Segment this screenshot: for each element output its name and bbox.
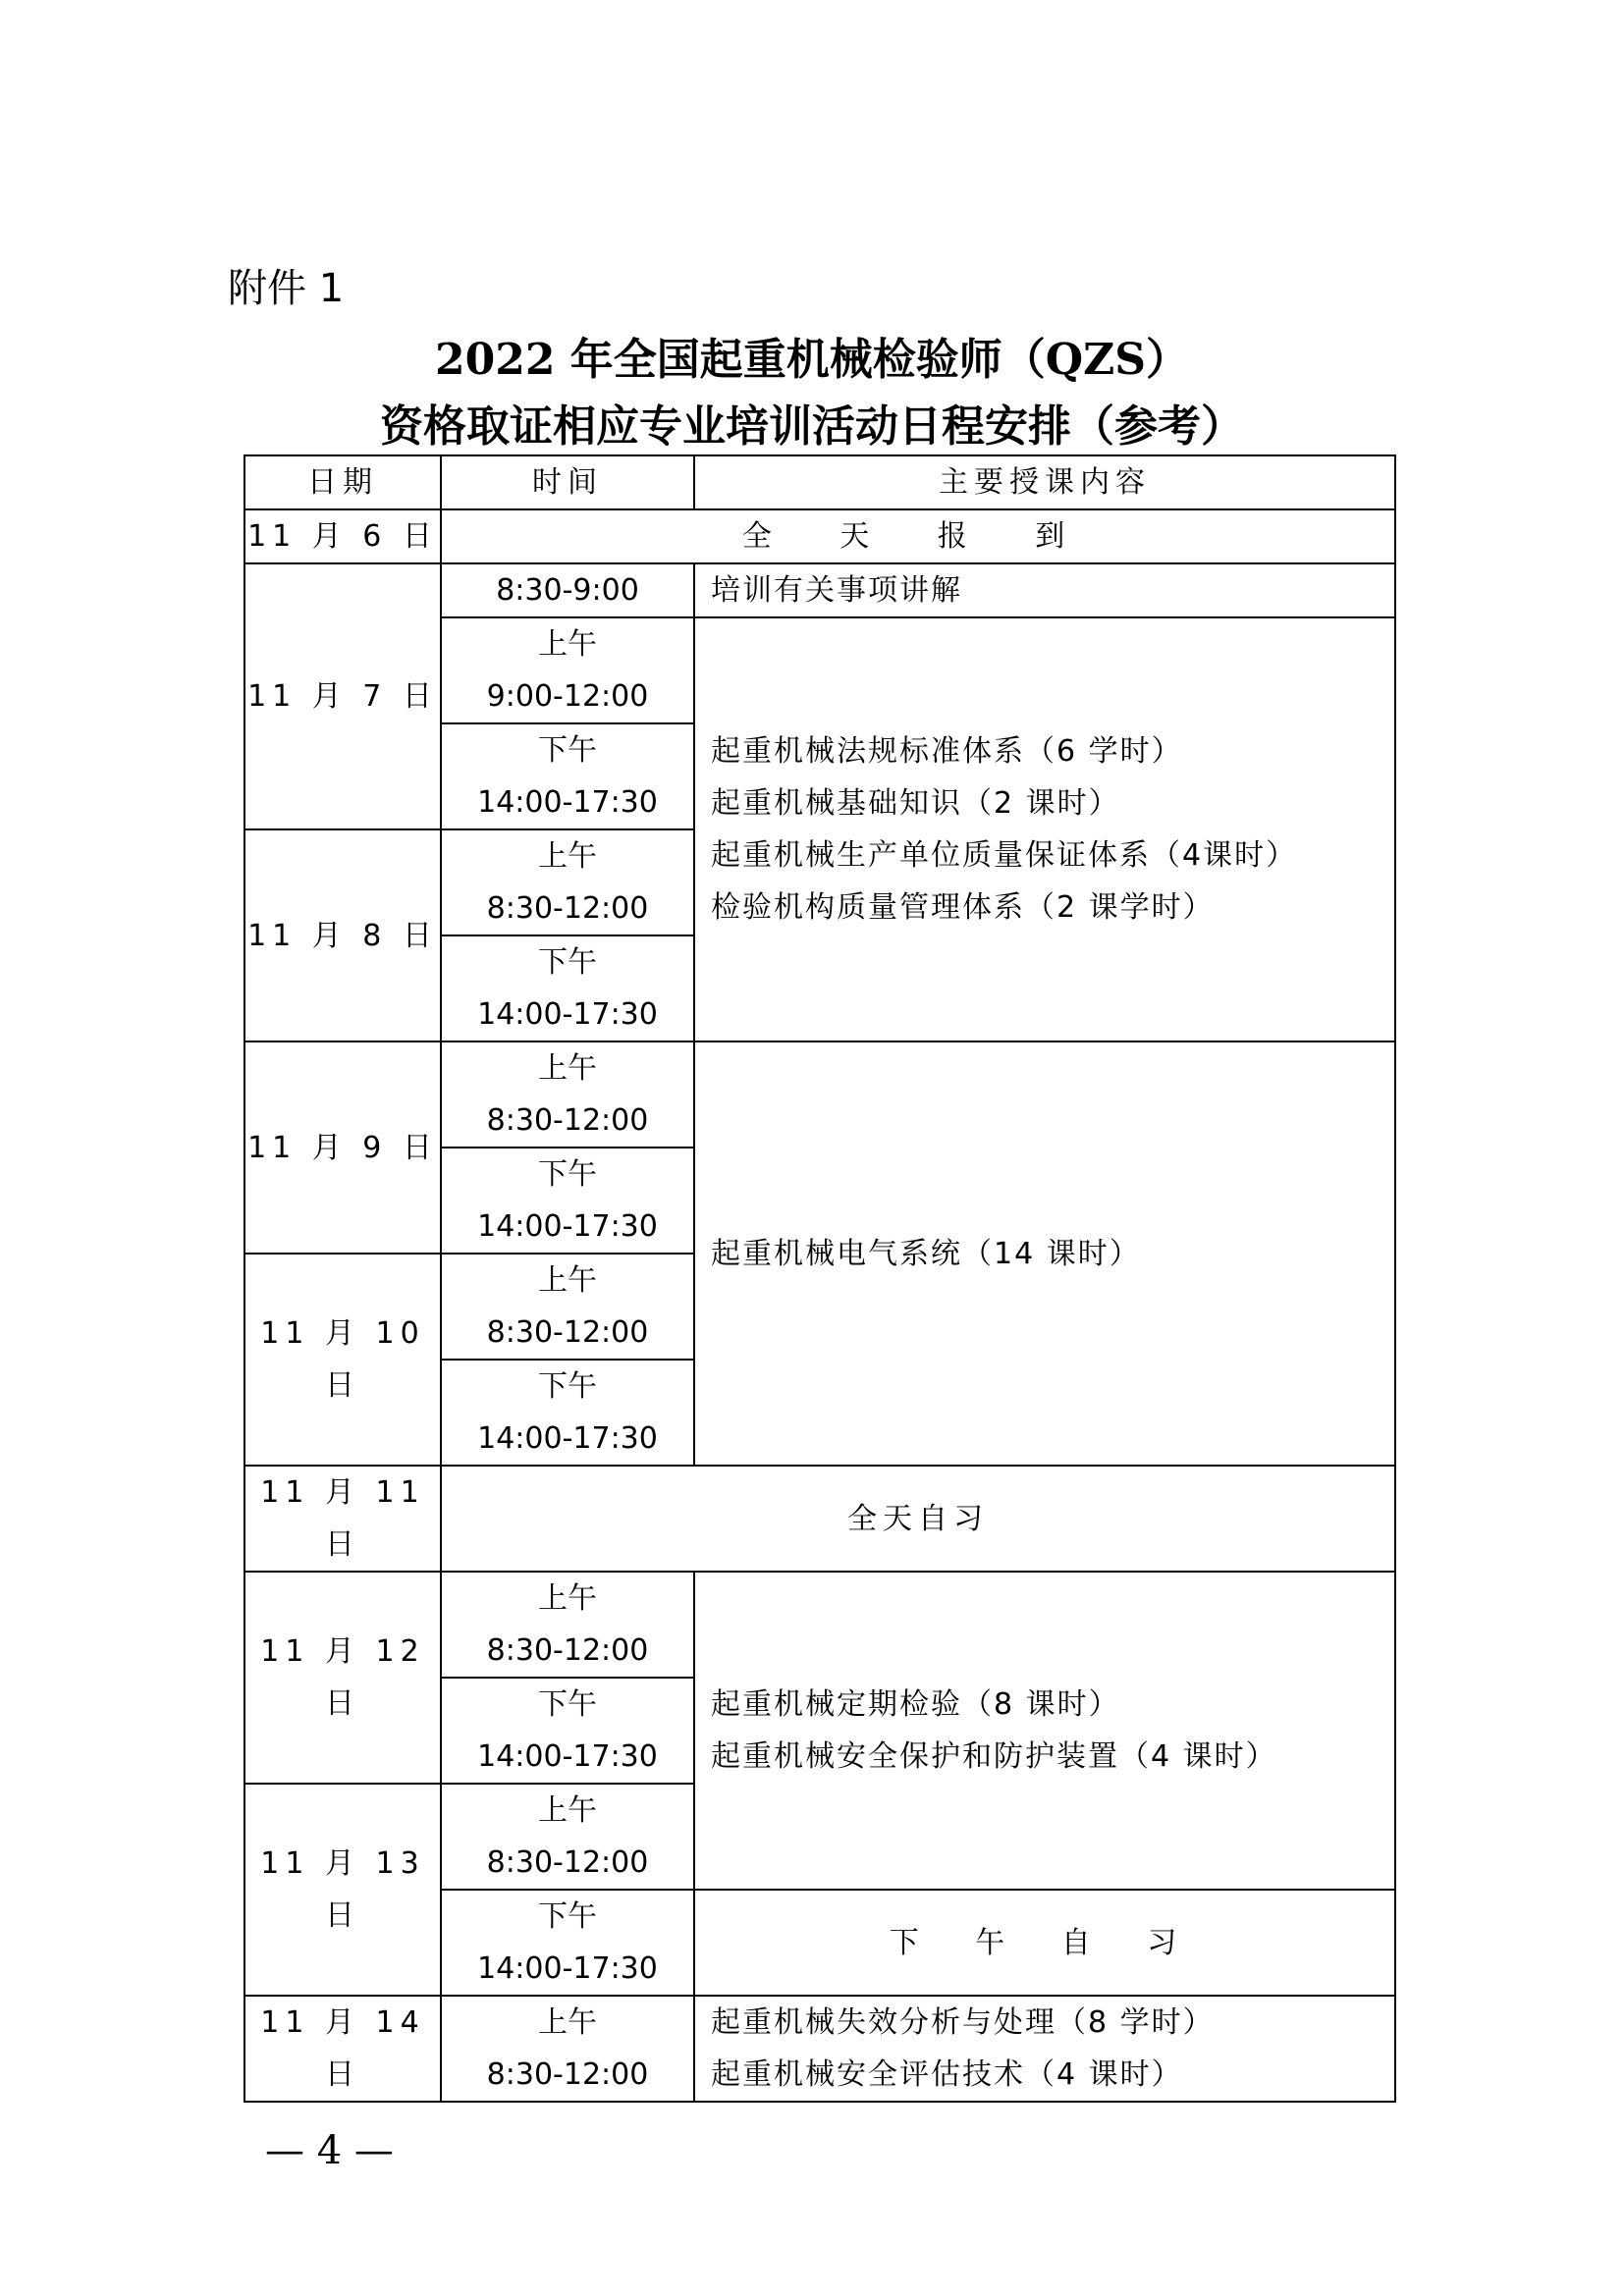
content-block-electrical: 起重机械电气系统（14 课时） — [694, 1041, 1395, 1466]
table-row — [244, 563, 1395, 617]
period-label: 下午 — [538, 945, 597, 980]
period-time: 8:30-12:00 — [486, 1633, 649, 1668]
period-label: 上午 — [538, 627, 597, 662]
period-time: 14:00-17:30 — [477, 997, 658, 1032]
date-cell: 11 月 13 日 — [244, 1784, 441, 1996]
content-block-regulations — [694, 617, 1395, 1041]
header-time: 时间 — [441, 455, 694, 509]
date-cell: 11 月 10 日 — [244, 1254, 441, 1466]
time-cell — [441, 1996, 694, 2102]
date-cell: 11 月 7 日 — [244, 563, 441, 829]
table-row — [244, 1041, 1395, 1148]
time-cell — [441, 1890, 694, 1996]
content-line: 起重机械安全评估技术（4 课时） — [711, 2057, 1183, 2092]
period-time: 14:00-17:30 — [477, 1421, 658, 1456]
date-cell: 11 月 12 日 — [244, 1572, 441, 1784]
table-row — [244, 1466, 1395, 1572]
time-cell — [441, 1254, 694, 1360]
period-time: 8:30-12:00 — [486, 1315, 649, 1350]
period-label: 下午 — [538, 1687, 597, 1722]
content-line: 起重机械法规标准体系（6 学时） — [711, 734, 1183, 769]
period-label: 上午 — [538, 1793, 597, 1828]
time-cell — [441, 829, 694, 935]
content-line: 起重机械生产单位质量保证体系（4课时） — [711, 838, 1298, 873]
date-cell: 11 月 6 日 — [244, 509, 441, 563]
period-label: 上午 — [538, 1051, 597, 1086]
period-time: 8:30-12:00 — [486, 1845, 649, 1880]
time-cell: 8:30-9:00 — [441, 563, 694, 617]
title-line-2: 资格取证相应专业培训活动日程安排（参考） — [380, 401, 1244, 452]
content-line: 起重机械安全保护和防护装置（4 课时） — [711, 1739, 1277, 1774]
period-label: 上午 — [538, 1263, 597, 1298]
time-cell — [441, 1784, 694, 1890]
afternoon-self-study-cell: 下 午 自 习 — [694, 1890, 1395, 1996]
period-label: 上午 — [538, 839, 597, 874]
period-time: 14:00-17:30 — [477, 1739, 658, 1774]
title-line-1: 2022 年全国起重机械检验师（QZS） — [434, 335, 1189, 385]
table-row — [244, 509, 1395, 563]
period-time: 14:00-17:30 — [477, 1209, 658, 1244]
period-time: 9:00-12:00 — [486, 679, 649, 714]
period-time: 14:00-17:30 — [477, 785, 658, 820]
period-label: 下午 — [538, 1899, 597, 1934]
period-time: 8:30-12:00 — [486, 2057, 649, 2092]
self-study-cell: 全天自习 — [441, 1466, 1395, 1572]
period-label: 上午 — [538, 1581, 597, 1616]
header-row — [244, 455, 1395, 509]
content-block-inspection — [694, 1572, 1395, 1890]
content-line: 起重机械失效分析与处理（8 学时） — [711, 2005, 1215, 2040]
time-cell — [441, 1678, 694, 1784]
content-block-failure-analysis — [694, 1996, 1395, 2102]
time-cell — [441, 617, 694, 723]
period-label: 下午 — [538, 733, 597, 768]
header-date: 日期 — [244, 455, 441, 509]
time-cell — [441, 1572, 694, 1678]
period-label: 下午 — [538, 1157, 597, 1192]
content-line: 起重机械基础知识（2 课时） — [711, 786, 1120, 821]
period-label: 上午 — [538, 2005, 597, 2040]
date-cell: 11 月 14 日 — [244, 1996, 441, 2102]
time-cell — [441, 935, 694, 1041]
period-time: 14:00-17:30 — [477, 1951, 658, 1986]
time-cell — [441, 723, 694, 829]
header-content: 主要授课内容 — [694, 455, 1395, 509]
table-row — [244, 1572, 1395, 1678]
date-cell: 11 月 8 日 — [244, 829, 441, 1041]
period-time: 8:30-12:00 — [486, 891, 649, 926]
time-cell — [441, 1360, 694, 1466]
attachment-label: 附件 1 — [228, 266, 345, 311]
time-cell — [441, 1148, 694, 1254]
period-label: 下午 — [538, 1369, 597, 1404]
registration-cell: 全 天 报 到 — [441, 509, 1395, 563]
page-number: — 4 — — [265, 2128, 394, 2173]
period-time: 8:30-12:00 — [486, 1103, 649, 1138]
time-cell — [441, 1041, 694, 1148]
content-cell: 培训有关事项讲解 — [694, 563, 1395, 617]
content-line: 检验机构质量管理体系（2 课学时） — [711, 890, 1215, 925]
schedule-table — [244, 454, 1396, 2103]
content-line: 起重机械定期检验（8 课时） — [711, 1687, 1120, 1722]
table-row — [244, 1996, 1395, 2102]
date-cell: 11 月 11 日 — [244, 1466, 441, 1572]
date-cell: 11 月 9 日 — [244, 1041, 441, 1254]
